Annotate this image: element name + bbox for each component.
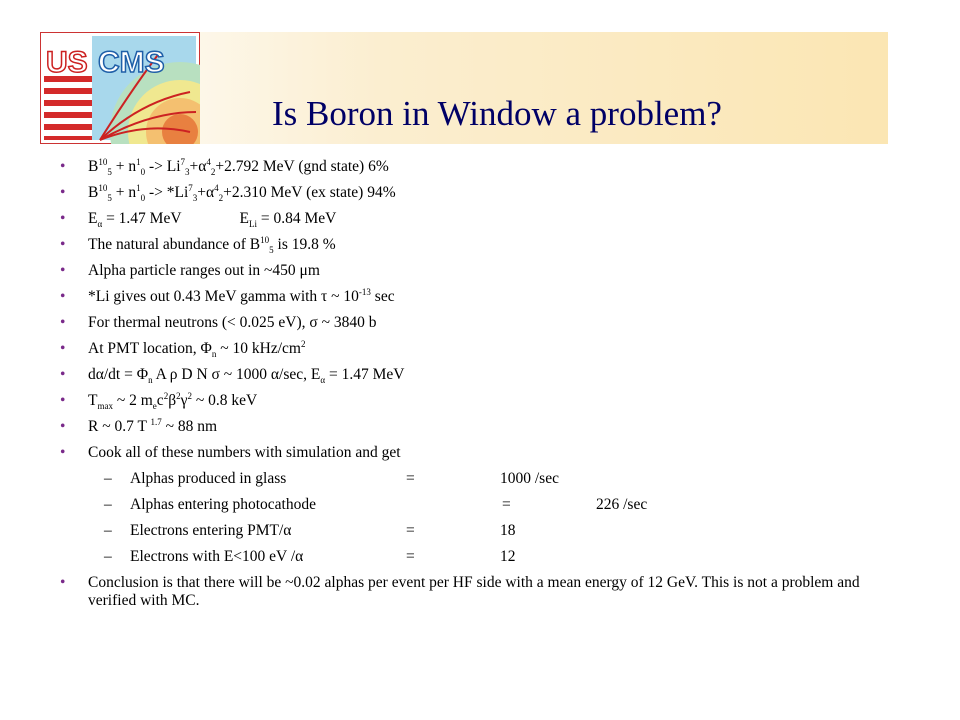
bullet-list	[60, 158, 890, 618]
sub-value: 226 /sec	[596, 496, 648, 513]
sub-eq: =	[406, 522, 415, 539]
bullet-thermal-neutrons: • For thermal neutrons (< 0.025 eV), σ ~ 3840 b	[60, 314, 890, 332]
sub-dash: –	[104, 522, 112, 539]
sub-label: Electrons with E<100 eV /α	[130, 548, 304, 565]
bullet-simulation: • Cook all of these numbers with simulation and get	[60, 444, 890, 462]
page-title: Is Boron in Window a problem?	[272, 94, 722, 133]
sub-value: 18	[500, 522, 516, 539]
sub-item-electrons-low-energy	[60, 548, 890, 566]
sub-dash: –	[104, 470, 112, 487]
sub-label: Alphas entering photocathode	[130, 496, 316, 513]
sub-eq: =	[502, 496, 511, 513]
sub-dash: –	[104, 496, 112, 513]
sub-value: 1000 /sec	[500, 470, 559, 487]
bullet-rate: • $d\alpha/dt = \Phi_n$ A ρ D N σ ~ 1000 α/sec, $E_\alpha = 1.47$ MeV	[60, 366, 890, 384]
sub-eq: =	[406, 548, 415, 565]
sub-label: Alphas produced in glass	[130, 470, 287, 487]
bullet-li-gamma: • *Li gives out 0.43 MeV gamma with τ ~ $10^{-13}$ sec	[60, 288, 890, 306]
sub-dash: –	[104, 548, 112, 565]
sub-item-alphas-photocathode	[60, 496, 890, 514]
bullet-conclusion: • Conclusion is that there will be ~0.02 alphas per event per HF side with a mean energy of 12 GeV. This is not a problem and verified with MC.	[60, 574, 890, 610]
bullet-alpha-range: • Alpha particle ranges out in ~450 μm	[60, 262, 890, 280]
logo-us-text: US	[46, 46, 88, 79]
sub-eq: =	[406, 470, 415, 487]
sub-item-electrons-pmt	[60, 522, 890, 540]
bullet-tmax: • $T_{max}$ ~ 2 $m_ec^2\beta^2\gamma^2$ ~ 0.8 keV	[60, 392, 890, 410]
sub-label: Electrons entering PMT/α	[130, 522, 292, 539]
sub-value: 12	[500, 548, 516, 565]
bullet-reaction-excited: • $B^{10}_5 + n^1_0 -> *Li^7_3+\alpha^4_2+2.310$ MeV (ex state) 94%	[60, 184, 890, 202]
bullet-pmt-flux: • At PMT location, $\Phi_n$ ~ 10 kHz/$cm^2$	[60, 340, 890, 358]
bullet-energies: • $E_\alpha = 1.47$ MeV $E_{Li} = 0.84$ MeV	[60, 210, 890, 228]
bullet-range: • R ~ 0.7 T $^{1.7}$ ~ 88 nm	[60, 418, 890, 436]
logo-cms-text: CMS	[98, 46, 165, 79]
us-cms-logo	[40, 32, 200, 144]
bullet-reaction-ground: • $B^{10}_5 + n^1_0 -> Li^7_3+\alpha^4_2+2.792$ MeV (gnd state) 6%	[60, 158, 890, 176]
sub-item-alphas-glass	[60, 470, 890, 488]
bullet-abundance: • The natural abundance of $B^{10}_5$ is 19.8 %	[60, 236, 890, 254]
